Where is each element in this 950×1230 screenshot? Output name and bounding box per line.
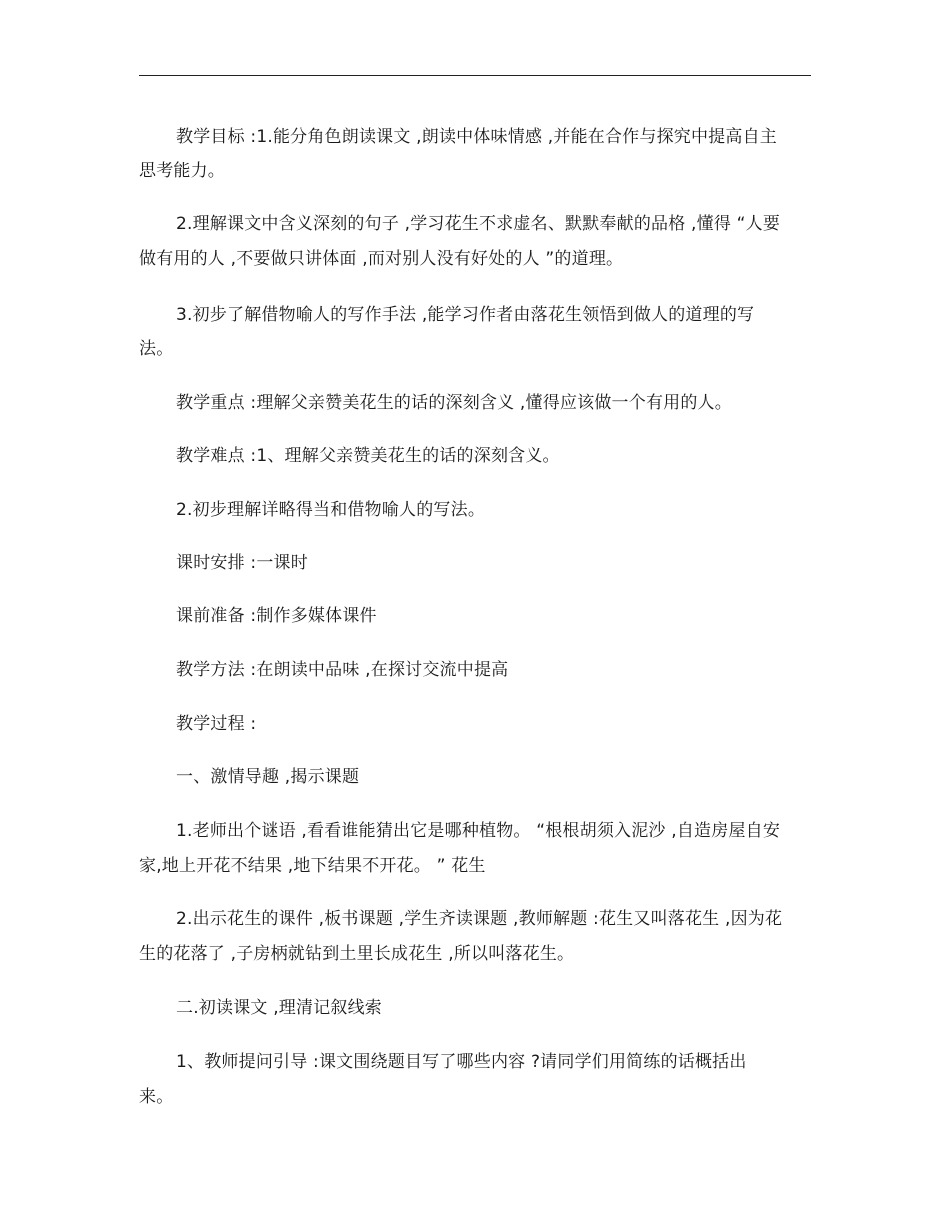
- courseware-line-1: 2.出示花生的课件 ,板书课题 ,学生齐读课题 ,教师解题 :花生又叫落花生 ,因为花: [176, 909, 783, 929]
- objective-2-line-1: 2.理解课文中含义深刻的句子 ,学习花生不求虚名、默默奉献的品格 ,懂得 “人要: [176, 214, 781, 234]
- question-line-1: 1、教师提问引导 :课文围绕题目写了哪些内容 ?请同学们用简练的话概括出: [176, 1052, 747, 1072]
- objective-3-line-2: 法。: [139, 339, 174, 359]
- schedule: 课时安排 :一课时: [176, 553, 308, 573]
- section-2-heading: 二.初读课文 ,理清记叙线索: [176, 998, 383, 1018]
- preparation: 课前准备 :制作多媒体课件: [176, 606, 377, 626]
- question-line-2: 来。: [139, 1087, 174, 1107]
- courseware-line-2: 生的花落了 ,子房柄就钻到土里长成花生 ,所以叫落花生。: [139, 944, 575, 964]
- objective-3-line-1: 3.初步了解借物喻人的写作手法 ,能学习作者由落花生领悟到做人的道理的写: [176, 305, 755, 325]
- process-heading: 教学过程 :: [176, 714, 257, 734]
- teaching-method: 教学方法 :在朗读中品味 ,在探讨交流中提高: [176, 660, 509, 680]
- riddle-line-2: 家,地上开花不结果 ,地下结果不开花。 ” 花生: [139, 856, 486, 876]
- header-rule: [139, 75, 811, 76]
- objectives-line-2: 思考能力。: [139, 161, 225, 181]
- objective-2-line-2: 做有用的人 ,不要做只讲体面 ,而对别人没有好处的人 ”的道理。: [139, 249, 624, 269]
- difficulty-1: 教学难点 :1、理解父亲赞美花生的话的深刻含义。: [176, 446, 560, 466]
- difficulty-2: 2.初步理解详略得当和借物喻人的写法。: [176, 500, 486, 520]
- key-point: 教学重点 :理解父亲赞美花生的话的深刻含义 ,懂得应该做一个有用的人。: [176, 393, 732, 413]
- riddle-line-1: 1.老师出个谜语 ,看看谁能猜出它是哪种植物。 “根根胡须入泥沙 ,自造房屋自安: [176, 821, 781, 841]
- objectives-line-1: 教学目标 :1.能分角色朗读课文 ,朗读中体味情感 ,并能在合作与探究中提高自主: [176, 127, 777, 147]
- section-1-heading: 一、激情导趣 ,揭示课题: [176, 767, 360, 787]
